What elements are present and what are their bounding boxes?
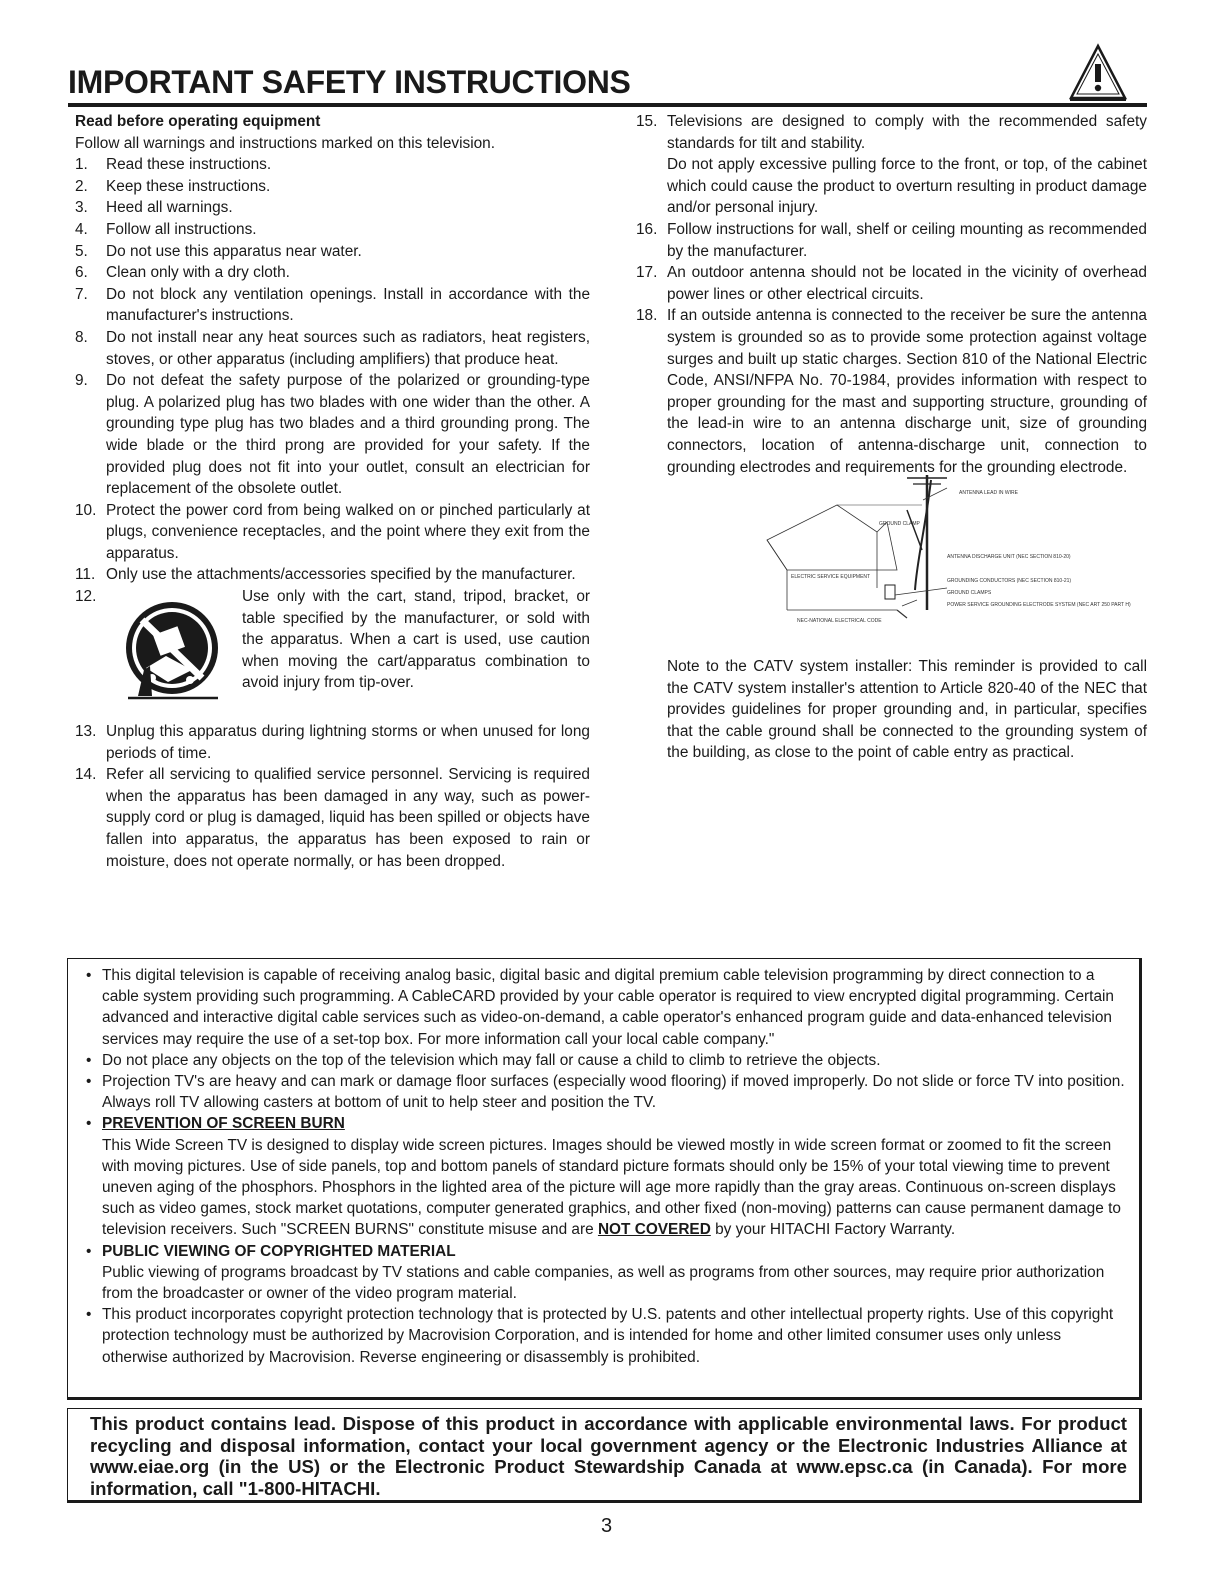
screen-burn-heading: PREVENTION OF SCREEN BURN [102,1115,345,1133]
bullet-item-public-viewing: • PUBLIC VIEWING OF COPYRIGHTED MATERIAL Public viewing of programs broadcast by TV stations and cable companies, as well as programs from other sources, may require prior authorization from the broadcaster or owner of the video program material. [86,1242,1105,1303]
bullet-item-screen-burn: • PREVENTION OF SCREEN BURN This Wide Screen TV is designed to display wide screen pictures. Images should be viewed mostly in wide screen format or zoomed to fit the screen with moving pictures. Use of side panels, top and bottom panels of standard picture formats should only be 15% of your total viewing time to prevent uneven aging of the phosphors. Phosphors in the lighted area of the picture will age more rapidly than the gray areas. Continuous on-screen displays such as video games, stock market quotations, computer generated graphics, and other fixed (non-moving) patterns can cause permanent damage to television receivers. Such "SCREEN BURNS" constitute misuse and are NOT COVERED by your HITACHI Factory Warranty. [86,1115,1121,1239]
list-item: 15. Televisions are designed to comply with the recommended safety standards for tilt and stability. Do not apply excessive pulling force to the front, or top, of the cabinet which could cause the product to overturn resulting in product damage and/or personal injury. [636,113,1147,217]
list-item: 13. Unplug this apparatus during lightning storms or when unused for long periods of time. [75,723,590,762]
lead-disposal-notice: This product contains lead. Dispose of this product in accordance with applicable environmental laws. For product recycling and disposal information, contact your local government agency or the Electronic Industries Alliance at www.eiae.org (in the US) or the Electronic Product Stewardship Canada at www.epsc.ca (in Canada). For more information, call "1-800-HITACHI. [67,1408,1142,1503]
label-discharge-unit: ANTENNA DISCHARGE UNIT (NEC SECTION 810-20) [947,554,1071,561]
list-item: 3. Heed all warnings. [75,199,233,217]
list-item: 5. Do not use this apparatus near water. [75,242,362,260]
list-item: 4. Follow all instructions. [75,220,257,238]
not-covered-text: NOT COVERED [597,1221,711,1239]
bullet-item: • Do not place any objects on the top of the television which may fall or cause a child to climb to retrieve the objects. [86,1051,881,1069]
list-item: 16. Follow instructions for wall, shelf or ceiling mounting as recommended by the manufacturer. [636,220,1147,260]
bullet-item: • Projection TV's are heavy and can mark or damage floor surfaces (especially wood flooring) if moved improperly. Do not slide or force TV into position. Always roll TV allowing casters at bottom of unit to help steer and position the TV. [86,1073,1125,1112]
title-rule [68,103,1147,107]
page-title: IMPORTANT SAFETY INSTRUCTIONS [68,64,631,100]
antenna-grounding-diagram [667,478,1147,628]
list-item: 18. If an outside antenna is connected to the receiver be sure the antenna system is grounded so as to provide some protection against voltage surges and built up static charges. Section 810 of the National Electric Code, ANSI/NFPA No. 70-1984, provides information with respect to proper grounding for the mast and supporting structure, grounding of the lead-in wire to an antenna discharge unit, size of grounding connectors, location of antenna-discharge unit, connection to grounding electrodes and requirements for the grounding electrode. [636,307,1147,476]
label-service-equipment: ELECTRIC SERVICE EQUIPMENT [791,574,871,581]
list-item: 10. Protect the power cord from being walked on or pinched particularly at plugs, convenience receptacles, and the point where they exit from the apparatus. [75,501,590,562]
public-viewing-heading: PUBLIC VIEWING OF COPYRIGHTED MATERIAL [102,1242,456,1260]
list-item: 11. Only use the attachments/accessories specified by the manufacturer. [75,566,576,584]
warning-triangle-icon [1068,42,1128,102]
list-item: 1. Read these instructions. [75,156,272,174]
notice-box [67,958,1142,1400]
list-item: 17. An outdoor antenna should not be located in the vicinity of overhead power lines or other electrical circuits. [636,264,1147,303]
list-item: 8. Do not install near any heat sources such as radiators, heat registers, stoves, or other apparatus (including amplifiers) that produce heat. [75,328,590,368]
list-item: 14. Refer all servicing to qualified service personnel. Servicing is required when the apparatus has been damaged in any way, such as power-supply cord or plug is damaged, liquid has been spilled or objects have fallen into apparatus, the apparatus has been exposed to rain or moisture, does not operate normally, or has been dropped. [75,766,590,870]
page-number: 3 [600,1515,613,1537]
list-item: 9. Do not defeat the safety purpose of the polarized or grounding-type plug. A polarized plug has two blades with one wider than the other. A grounding type plug has two blades and a third grounding prong. The wide blade or the third prong are provided for your safety. If the provided plug does not fit into your outlet, consult an electrician for replacement of the obsolete outlet. [75,372,590,498]
label-lead-in: ANTENNA LEAD IN WIRE [959,490,1018,497]
section-heading: Read before operating equipment [75,113,321,130]
label-nec: NEC-NATIONAL ELECTRICAL CODE [797,618,882,625]
cart-tipover-icon [106,586,242,721]
list-item: 6. Clean only with a dry cloth. [75,264,290,282]
label-grounding-conductors: GROUNDING CONDUCTORS (NEC SECTION 810-21) [947,578,1072,585]
antenna-grounding-diagram-art [747,470,1131,630]
list-item-cart: 12. Use only with the cart, stand, tripod, bracket, or table specified by the manufacturer, or sold with the apparatus. When a cart is used, use caution when moving the cart/apparatus combination to avoid injury from tip-over. [75,586,590,721]
list-item: 7. Do not block any ventilation openings. Install in accordance with the manufacturer's instructions. [75,285,590,325]
list-item: 2. Keep these instructions. [75,177,271,195]
catv-note: Note to the CATV system installer: This reminder is provided to call the CATV system installer's attention to Article 820-40 of the NEC that provides guidelines for proper grounding and, in particular, specifies that the cable ground shall be connected to the grounding system of the building, as close to the point of cable entry as practical. [667,658,1147,762]
bullet-item: • This digital television is capable of receiving analog basic, digital basic and digital premium cable television programming by direct connection to a cable system providing such programming. A CableCARD provided by your cable operator is required to view encrypted digital programming. Certain advanced and interactive digital cable services such as video-on-demand, a cable operator's enhanced program guide and data-enhanced television services may require the use of a set-top box. For more information call your local cable company." [86,967,1114,1048]
right-column [636,111,1147,764]
left-column [75,111,590,872]
label-ground-clamp: GROUND CLAMP [879,521,920,528]
label-ground-clamps: GROUND CLAMPS [947,590,992,597]
bullet-item: • This product incorporates copyright protection technology that is protected by U.S. patents and other intellectual property rights. Use of this copyright protection technology must be authorized by Macrovision Corporation, and is intended for home and other limited consumer uses only unless otherwise authorized by Macrovision. Reverse engineering or disassembly is prohibited. [86,1306,1114,1366]
label-electrode-system: POWER SERVICE GROUNDING ELECTRODE SYSTEM (NEC ART 250 PART H) [947,602,1131,609]
intro-text: Follow all warnings and instructions marked on this television. [75,134,496,152]
